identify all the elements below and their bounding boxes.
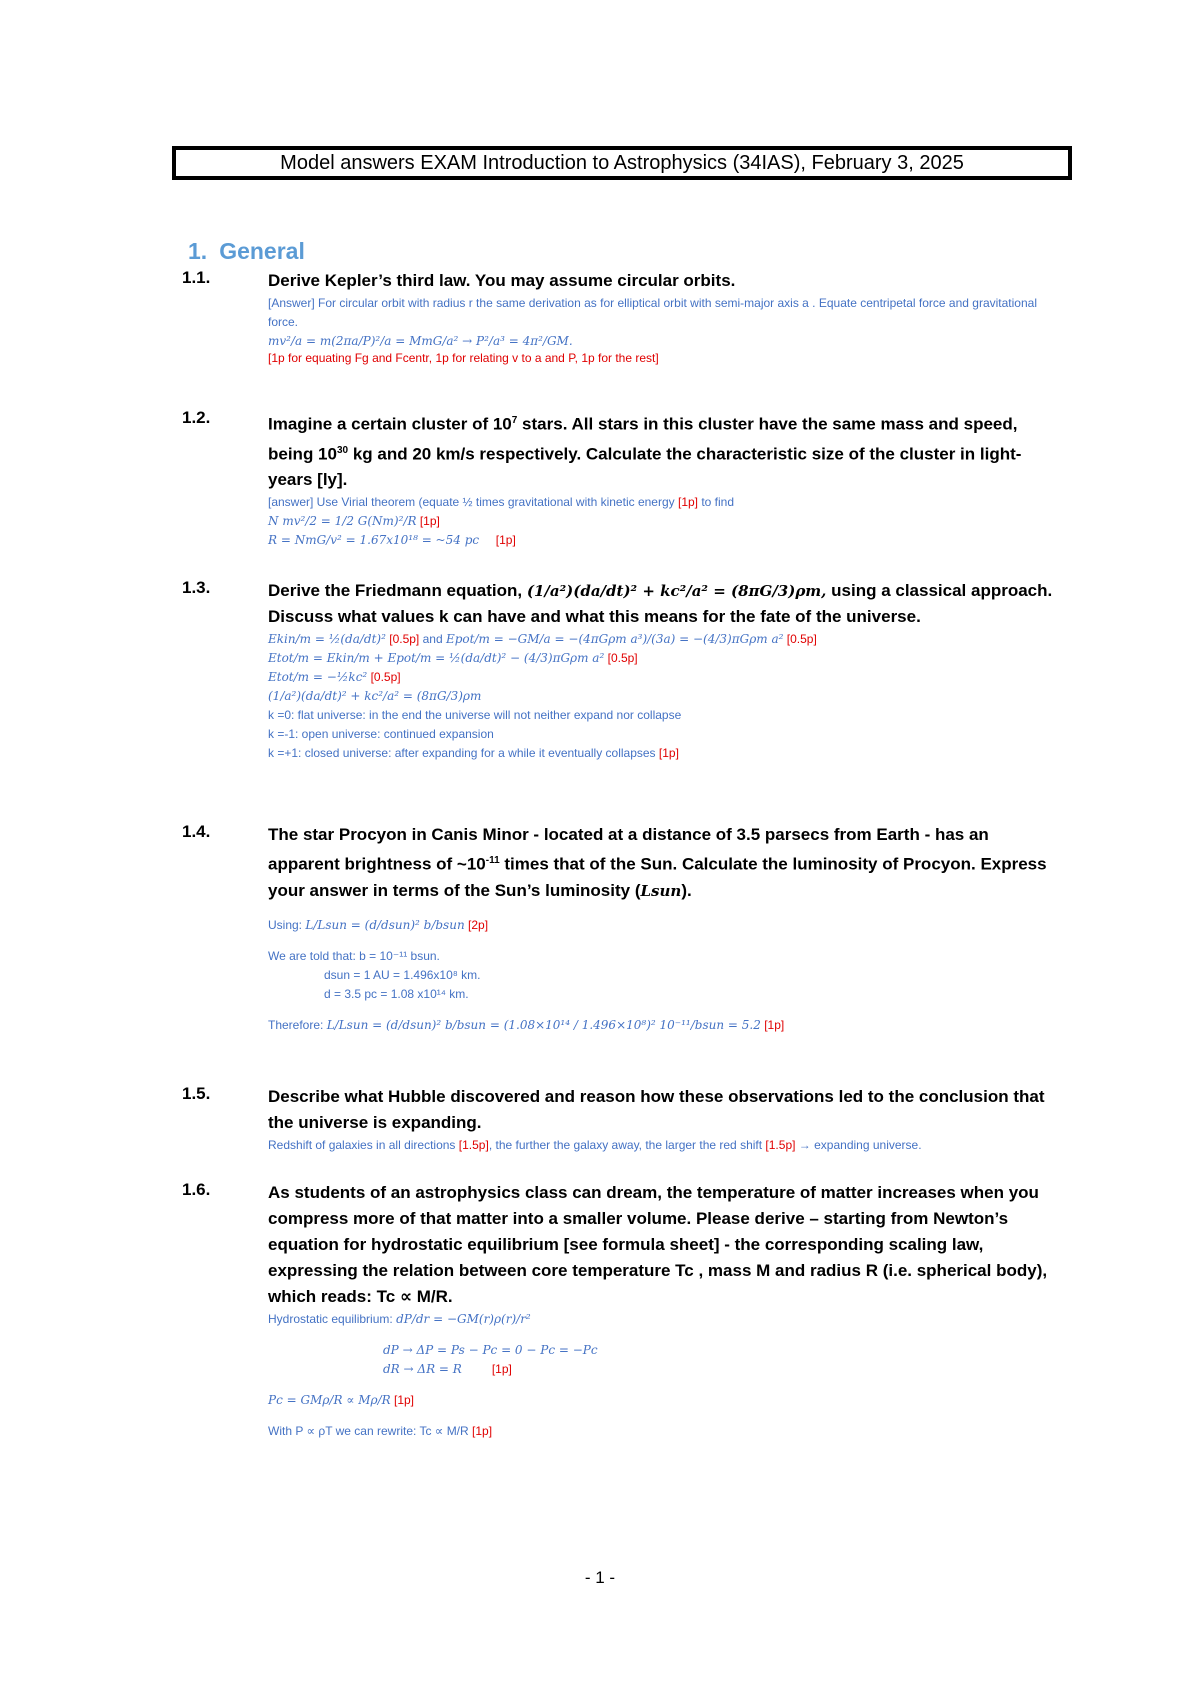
answer-using: Using: L/Lsun = (d/dsun)² b/bsun [2p] bbox=[268, 917, 489, 932]
question-text: Derive Kepler’s third law. You may assume circular orbits. bbox=[268, 271, 736, 290]
answer-given: We are told that: b = 10⁻¹¹ bsun. bbox=[268, 948, 440, 963]
answer-pc: Pc = GMρ/R ∝ Mρ/R [1p] bbox=[268, 1393, 415, 1407]
answer-hydrostatic: Hydrostatic equilibrium: dP/dr = −GM(r)ρ(r)/r² bbox=[268, 1312, 531, 1326]
answer-equation: N mv²/2 = 1/2 G(Nm)²/R [1p] bbox=[268, 514, 440, 529]
answer-text: [answer] Use Virial theorem (equate ½ times gravitational with kinetic energy [1p] to find bbox=[268, 495, 735, 510]
question-number: 1.5. bbox=[182, 1084, 211, 1103]
answer-with: With P ∝ ρT we can rewrite: Tc ∝ M/R [1p] bbox=[268, 1424, 493, 1438]
section-title: General bbox=[219, 238, 305, 264]
document-title: Model answers EXAM Introduction to Astrophysics (34IAS), February 3, 2025 bbox=[280, 151, 964, 174]
answer-text: Redshift of galaxies in all directions [1.5p], the further the galaxy away, the larger the red shift [1.5p] → expanding universe. bbox=[268, 1138, 922, 1152]
question-number: 1.3. bbox=[182, 578, 211, 597]
question-1-4 bbox=[182, 822, 1062, 1035]
answer-dsun: dsun = 1 AU = 1.496x10⁸ km. bbox=[324, 967, 481, 982]
question-text: Derive the Friedmann equation, (1/a²)(da/dt)² + kc²/a² = (8πG/3)ρm, using a classical approach. Discuss what values k can have and what this means for the fate of the universe. bbox=[268, 581, 1053, 626]
question-1-2 bbox=[182, 408, 1062, 550]
question-1-5 bbox=[182, 1084, 1062, 1155]
answer-equation: Etot/m = −½kc² [0.5p] bbox=[268, 670, 401, 684]
answer-k-minus-1: k =-1: open universe: continued expansion bbox=[268, 727, 494, 741]
answer-equation: R = NmG/v² = 1.67x10¹⁸ = ~54 pc [1p] bbox=[268, 533, 516, 548]
question-text: As students of an astrophysics class can dream, the temperature of matter increases when you compress more of that matter into a smaller volume. Please derive – starting from Newton’s equation for hydrostatic equilibrium [see formula sheet] - the corresponding scaling law, expressing the relation between core temperature Tc , mass M and radius R (i.e. spherical body), bbox=[268, 1183, 1048, 1280]
points-note: [1p for equating Fg and Fcentr, 1p for relating v to a and P, 1p for the rest] bbox=[268, 351, 659, 365]
answer-text: [Answer] For circular orbit with radius r the same derivation as for elliptical orbit with semi-major axis a . Equate centripetal force and gravitational force. bbox=[268, 296, 1037, 329]
answer-equation: Etot/m = Ekin/m + Epot/m = ½(da/dt)² − (4/3)πGρm a² [0.5p] bbox=[268, 651, 638, 665]
answer-equation: Ekin/m = ½(da/dt)² [0.5p] and Epot/m = −GM/a = −(4πGρm a³)/(3a) = −(4/3)πGρm a² [0.5p] bbox=[268, 632, 817, 646]
answer-therefore: Therefore: L/Lsun = (d/dsun)² b/bsun = (1.08×10¹⁴ / 1.496×10⁸)² 10⁻¹¹/bsun = 5.2 [1p] bbox=[268, 1017, 785, 1032]
question-text: Imagine a certain cluster of $10^7$ stars. All stars in this cluster have the same mass and speed, being $10^{30}$ kg and 20 km/s respectively. Calculate the characteristic size of the cluster in light-years [ly]. bbox=[268, 414, 1022, 490]
page-number: - 1 - bbox=[584, 1568, 616, 1587]
question-text: Describe what Hubble discovered and reason how these observations led to the conclusion that the universe is expanding. bbox=[268, 1087, 1045, 1132]
question-1-3 bbox=[182, 578, 1062, 763]
answer-k-plus-1: k =+1: closed universe: after expanding for a while it eventually collapses [1p] bbox=[268, 746, 679, 760]
question-number: 1.2. bbox=[182, 408, 211, 427]
answer-dr: dR → ΔR = R [1p] bbox=[383, 1362, 512, 1376]
question-1-6 bbox=[182, 1180, 1062, 1441]
section-heading bbox=[188, 238, 305, 265]
section-number: 1. bbox=[188, 238, 208, 264]
question-number: 1.1. bbox=[182, 268, 211, 287]
question-number: 1.4. bbox=[182, 822, 211, 841]
question-number: 1.6. bbox=[182, 1180, 211, 1199]
question-text: The star Procyon in Canis Minor - located at a distance of 3.5 parsecs from Earth - has an apparent brightness of $\sim 10^{-11}$ times that of the Sun. Calculate the luminosity of Procyon. Express your answer in terms of the Sun’s luminosity (Lsun). bbox=[268, 825, 1047, 900]
answer-equation: mv²/a = m(2πa/P)²/a = MmG/a² → P²/a³ = 4π²/GM. bbox=[268, 334, 573, 348]
question-scaling-law: which reads: Tc ∝ M/R. bbox=[268, 1287, 453, 1306]
question-1-1 bbox=[182, 268, 1062, 365]
answer-d: d = 3.5 pc = 1.08 x10¹⁴ km. bbox=[324, 986, 469, 1001]
answer-equation: (1/a²)(da/dt)² + kc²/a² = (8πG/3)ρm bbox=[268, 689, 482, 703]
document-title-box bbox=[172, 146, 1072, 180]
answer-k0: k =0: flat universe: in the end the universe will not neither expand nor collapse bbox=[268, 708, 682, 722]
answer-dp: dP → ΔP = Ps − Pc = 0 − Pc = −Pc bbox=[383, 1343, 598, 1357]
